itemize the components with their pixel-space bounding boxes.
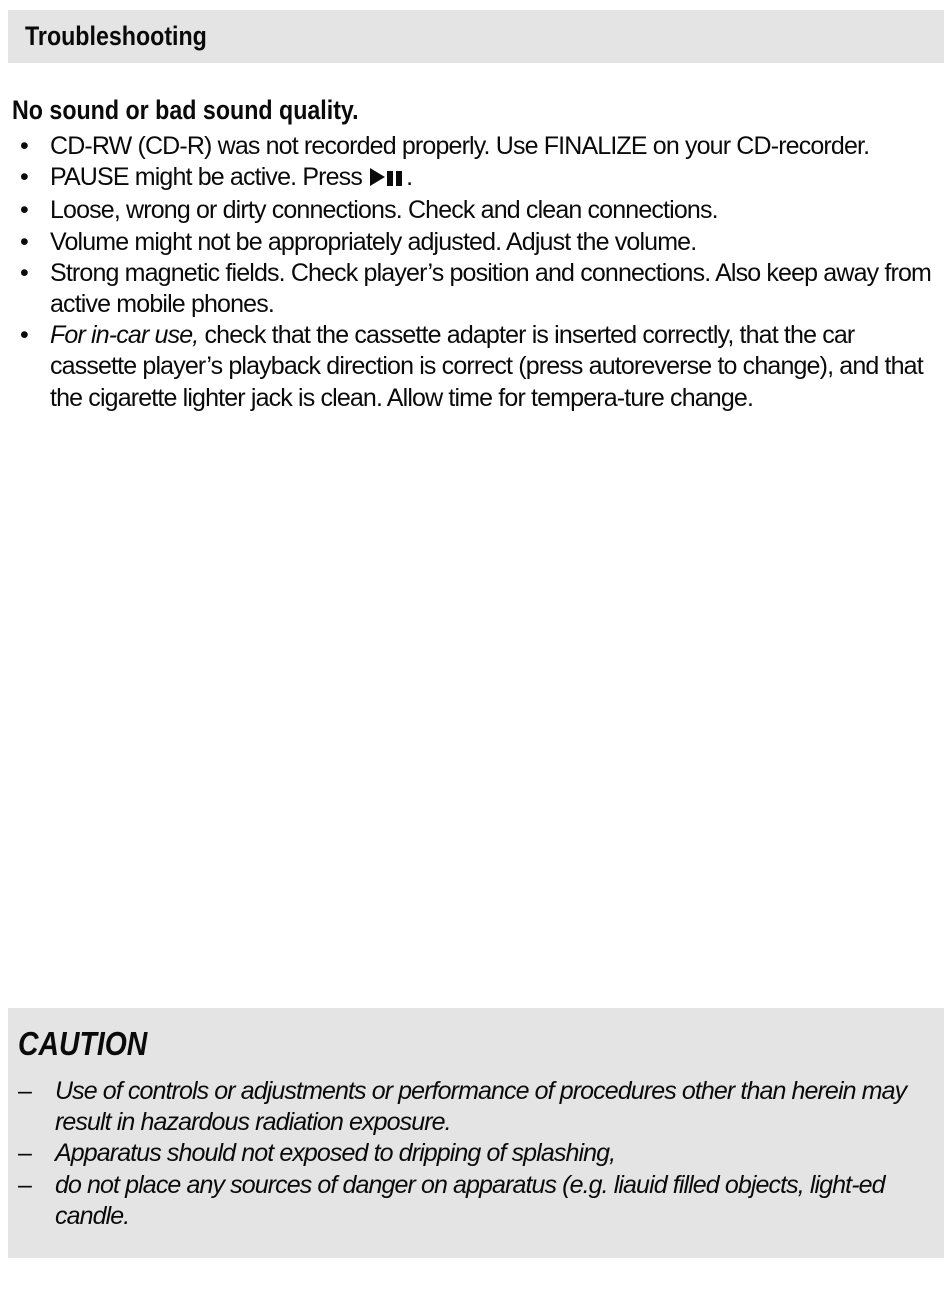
troubleshooting-section	[12, 93, 938, 414]
caution-item	[18, 1170, 934, 1232]
problem-heading: No sound or bad sound quality.	[12, 95, 359, 125]
caution-item	[18, 1076, 934, 1138]
list-item	[12, 131, 938, 162]
caution-list	[18, 1076, 934, 1232]
bullet-icon: •	[20, 227, 28, 256]
dash-icon: –	[18, 1170, 32, 1199]
caution-item-text: do not place any sources of danger on apparatus (e.g. liauid filled objects, light-ed candle.	[55, 1170, 885, 1230]
solution-list	[12, 131, 938, 414]
list-item-text: Strong magnetic fields. Check player’s position and connections. Also keep away from active mobile phones.	[50, 258, 931, 319]
caution-item-text: Apparatus should not exposed to dripping of splashing,	[55, 1139, 616, 1168]
list-item	[12, 320, 938, 414]
caution-box	[8, 1008, 944, 1258]
list-item-text: CD-RW (CD-R) was not recorded properly. Use FINALIZE on your CD-recorder.	[50, 132, 870, 160]
caution-item	[18, 1138, 934, 1169]
bullet-icon: •	[20, 196, 28, 225]
list-item	[12, 195, 938, 226]
list-item-suffix: .	[406, 163, 413, 192]
section-header-bar	[8, 10, 944, 63]
list-item	[12, 227, 938, 258]
play-pause-icon	[370, 164, 406, 195]
bullet-icon: •	[20, 258, 28, 287]
list-item-text: Volume might not be appropriately adjusted. Adjust the volume.	[50, 227, 697, 256]
list-item-text: check that the cassette adapter is inserted correctly, that the car cassette player’s playback direction is correct (press autoreverse to change), and that the cigarette lighter jack is clean. Allow time for tempera-ture change.	[50, 321, 923, 412]
dash-icon: –	[18, 1139, 32, 1168]
page-title: Troubleshooting	[25, 21, 207, 51]
list-item-lead: For in-car use,	[50, 321, 199, 350]
caution-item-text: Use of controls or adjustments or performance of procedures other than herein may result in hazardous radiation exposure.	[55, 1077, 907, 1137]
caution-title: CAUTION	[18, 1025, 148, 1062]
list-item	[12, 258, 938, 320]
bullet-icon: •	[20, 132, 28, 160]
list-item-text: PAUSE might be active. Press	[50, 163, 369, 192]
list-item	[12, 162, 938, 195]
list-item-text: Loose, wrong or dirty connections. Check and clean connections.	[50, 196, 718, 225]
bullet-icon: •	[20, 321, 28, 350]
dash-icon: –	[18, 1077, 32, 1105]
bullet-icon: •	[20, 163, 28, 192]
